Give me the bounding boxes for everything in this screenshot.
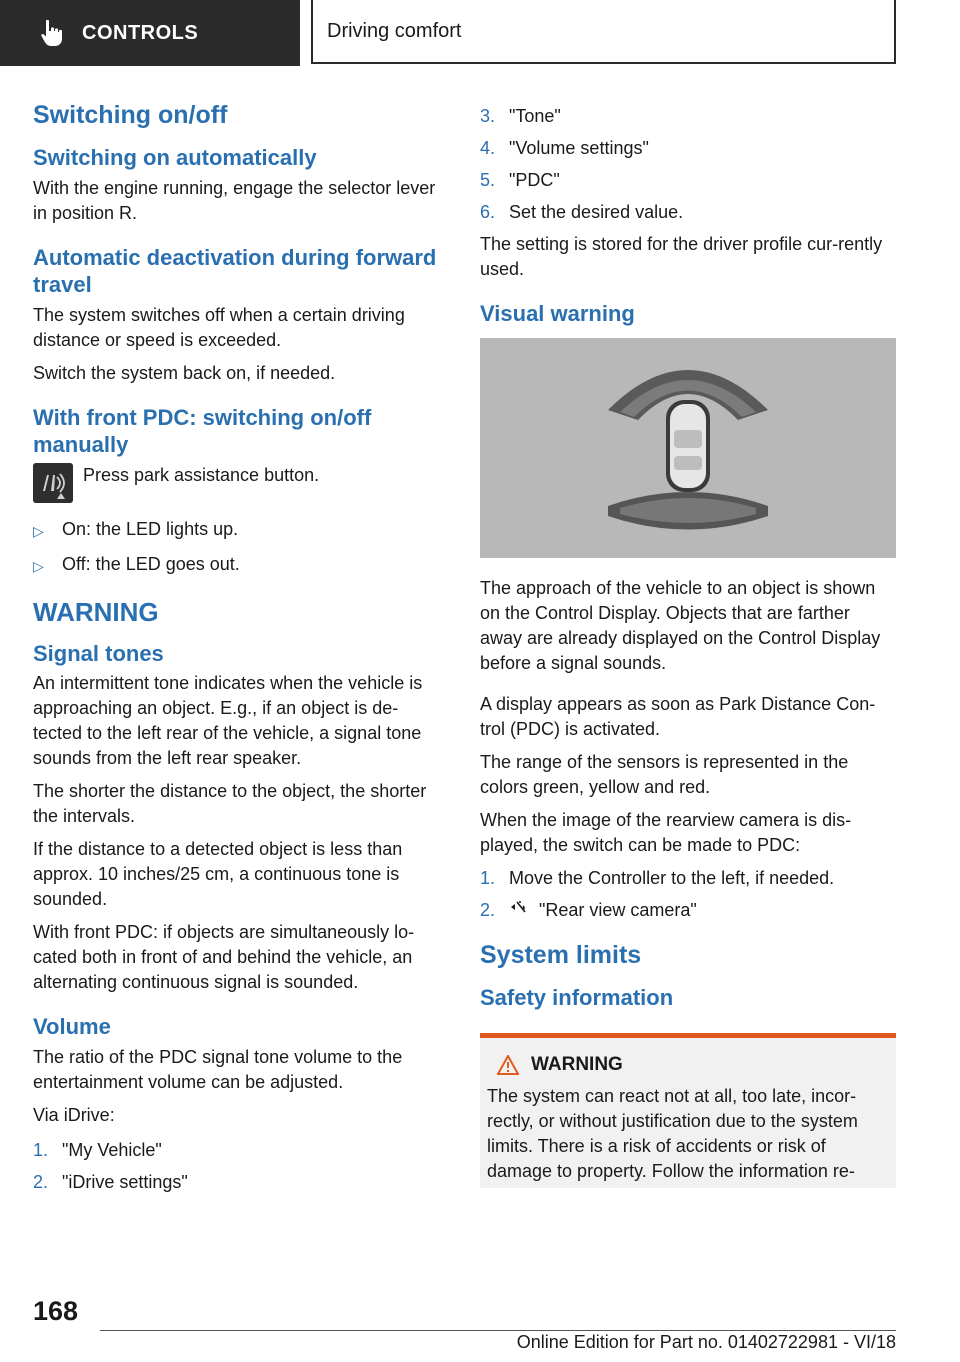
visual-text-2: A display appears as soon as Park Distance Con-trol (PDC) is activated.	[480, 693, 876, 739]
rear-view-camera-icon	[509, 898, 527, 916]
signal-text-4: With front PDC: if objects are simultaneously lo-cated both in front of and behind the vehicle, an alternating continuous signal is sounded.	[33, 922, 415, 993]
front-pdc-text: Press park assistance button.	[83, 464, 320, 485]
list-item: ▷ On: the LED lights up.	[33, 518, 239, 539]
page-header	[0, 0, 960, 66]
list-item: ▷ Off: the LED goes out.	[33, 553, 240, 574]
hand-pointer-icon	[40, 19, 64, 47]
auto-on-heading: Switching on automatically	[33, 145, 317, 170]
section-label: CONTROLS	[82, 21, 199, 44]
section-tab	[0, 0, 300, 66]
auto-off-text-2: Switch the system back on, if needed.	[33, 362, 336, 383]
idrive-steps-cont	[480, 104, 896, 225]
left-column	[33, 100, 445, 1202]
signal-text-1: An intermittent tone indicates when the vehicle is approaching an object. E.g., if an object is de-tected to the left rear of the vehicle, a signal tone sounds from the left rear speaker.	[33, 673, 423, 769]
system-limits-heading: System limits	[480, 940, 642, 969]
car-icon	[666, 400, 710, 492]
auto-on-text: With the engine running, engage the selector lever in position R.	[33, 177, 436, 223]
list-item: 4. "Volume settings"	[480, 138, 649, 158]
volume-text-1: The ratio of the PDC signal tone volume to the entertainment volume can be adjusted.	[33, 1046, 403, 1092]
edition-note: Online Edition for Part no. 01402722981 - VI/18	[516, 1332, 896, 1352]
visual-warning-heading: Visual warning	[480, 301, 635, 326]
signal-text-3: If the distance to a detected object is less than approx. 10 inches/25 cm, a continuous tone is sounded.	[33, 839, 403, 910]
volume-text-2: Via iDrive:	[33, 1104, 115, 1125]
stored-text: The setting is stored for the driver profile cur-rently used.	[480, 234, 883, 279]
auto-off-text: The system switches off when a certain driving distance or speed is exceeded.	[33, 304, 405, 350]
warning-box-text: The system can react not at all, too late, incor-rectly, or without justification due to the system limits. There is a risk of accidents or risk of damage to property. Follow the information re-	[487, 1086, 858, 1181]
visual-text-4: When the image of the rearview camera is dis-played, the switch can be made to PDC:	[480, 809, 852, 855]
idrive-steps	[33, 1138, 445, 1195]
switching-heading: Switching on/off	[33, 101, 228, 129]
signal-text-2: The shorter the distance to the object, the shorter the intervals.	[33, 781, 427, 827]
chapter-tab	[311, 0, 896, 64]
pdc-display-image	[480, 338, 896, 558]
list-item: 2. "Rear view camera"	[480, 899, 697, 920]
list-item: 3. "Tone"	[480, 106, 561, 126]
list-item: 1. "My Vehicle"	[33, 1139, 162, 1160]
signal-tones-heading: Signal tones	[33, 640, 164, 666]
auto-off-heading: Automatic deactivation during forward travel	[33, 244, 437, 297]
camera-steps	[480, 866, 896, 923]
footer-divider	[100, 1330, 896, 1331]
list-item: 1. Move the Controller to the left, if needed.	[480, 867, 835, 888]
list-item: 2. "iDrive settings"	[33, 1171, 188, 1192]
page-number: 168	[33, 1296, 79, 1326]
warning-box	[480, 1033, 896, 1188]
warning-heading: WARNING	[33, 596, 159, 627]
visual-text-3: The range of the sensors is represented in the colors green, yellow and red.	[480, 751, 849, 797]
chapter-label: Driving comfort	[327, 19, 462, 42]
led-bullets	[33, 517, 445, 579]
warning-triangle-icon	[497, 1055, 519, 1075]
park-assist-button-icon	[33, 463, 73, 503]
front-pdc-heading: With front PDC: switching on/off manually	[33, 404, 372, 457]
list-item: 5. "PDC"	[480, 170, 560, 190]
right-column	[480, 104, 896, 1188]
list-item: 6. Set the desired value.	[480, 202, 684, 222]
safety-info-heading: Safety information	[480, 984, 674, 1010]
volume-heading: Volume	[33, 1014, 111, 1040]
warning-box-title: WARNING	[487, 1054, 888, 1076]
visual-text-1: The approach of the vehicle to an object is shown on the Control Display. Objects that are farther away are already displayed on the Control Display before a signal sounds.	[480, 577, 881, 673]
